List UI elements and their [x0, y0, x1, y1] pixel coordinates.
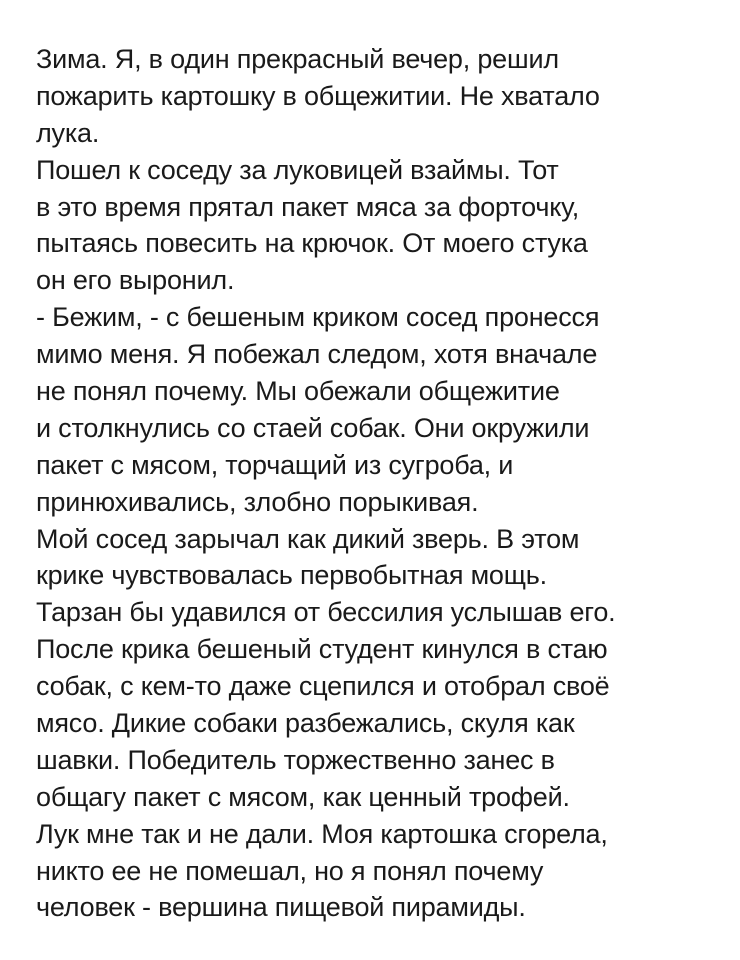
text-line-13: принюхивались, злобно порыкивая. — [36, 486, 479, 517]
text-line-8: - Бежим, - с бешеным криком сосед пронесся — [36, 302, 600, 333]
text-line-9: мимо меня. Я побежал следом, хотя вначале — [36, 339, 598, 370]
text-line-3: лука. — [36, 117, 100, 148]
text-line-21: общагу пакет с мясом, как ценный трофей. — [36, 781, 570, 812]
story-text — [36, 41, 726, 926]
text-line-12: пакет с мясом, торчащий из сугроба, и — [36, 449, 514, 480]
text-line-11: и столкнулись со стаей собак. Они окружили — [36, 412, 590, 443]
text-line-20: шавки. Победитель торжественно занес в — [36, 744, 555, 775]
text-line-15: крике чувствовалась первобытная мощь. — [36, 560, 547, 591]
text-line-17: После крика бешеный студент кинулся в стаю — [36, 634, 608, 665]
text-line-22: Лук мне так и не дали. Моя картошка сгорела, — [36, 818, 608, 849]
text-line-19: мясо. Дикие собаки разбежались, скуля как — [36, 708, 575, 739]
text-line-10: не понял почему. Мы обежали общежитие — [36, 376, 560, 407]
text-line-14: Мой сосед зарычал как дикий зверь. В этом — [36, 523, 580, 554]
text-line-5: в это время прятал пакет мяса за форточку, — [36, 191, 580, 222]
text-line-16: Тарзан бы удавился от бессилия услышав его. — [36, 597, 616, 628]
text-line-6: пытаясь повесить на крючок. От моего стука — [36, 228, 588, 259]
text-line-1: Зима. Я, в один прекрасный вечер, решил — [36, 44, 559, 74]
text-line-18: собак, с кем-то даже сцепился и отобрал своё — [36, 671, 610, 702]
text-line-2: пожарить картошку в общежитии. Не хватало — [36, 80, 600, 111]
text-line-24: человек - вершина пищевой пирамиды. — [36, 892, 526, 923]
text-line-4: Пошел к соседу за луковицей взаймы. Тот — [36, 154, 559, 185]
text-line-23: никто ее не помешал, но я понял почему — [36, 855, 544, 886]
text-line-7: он его выронил. — [36, 265, 235, 296]
